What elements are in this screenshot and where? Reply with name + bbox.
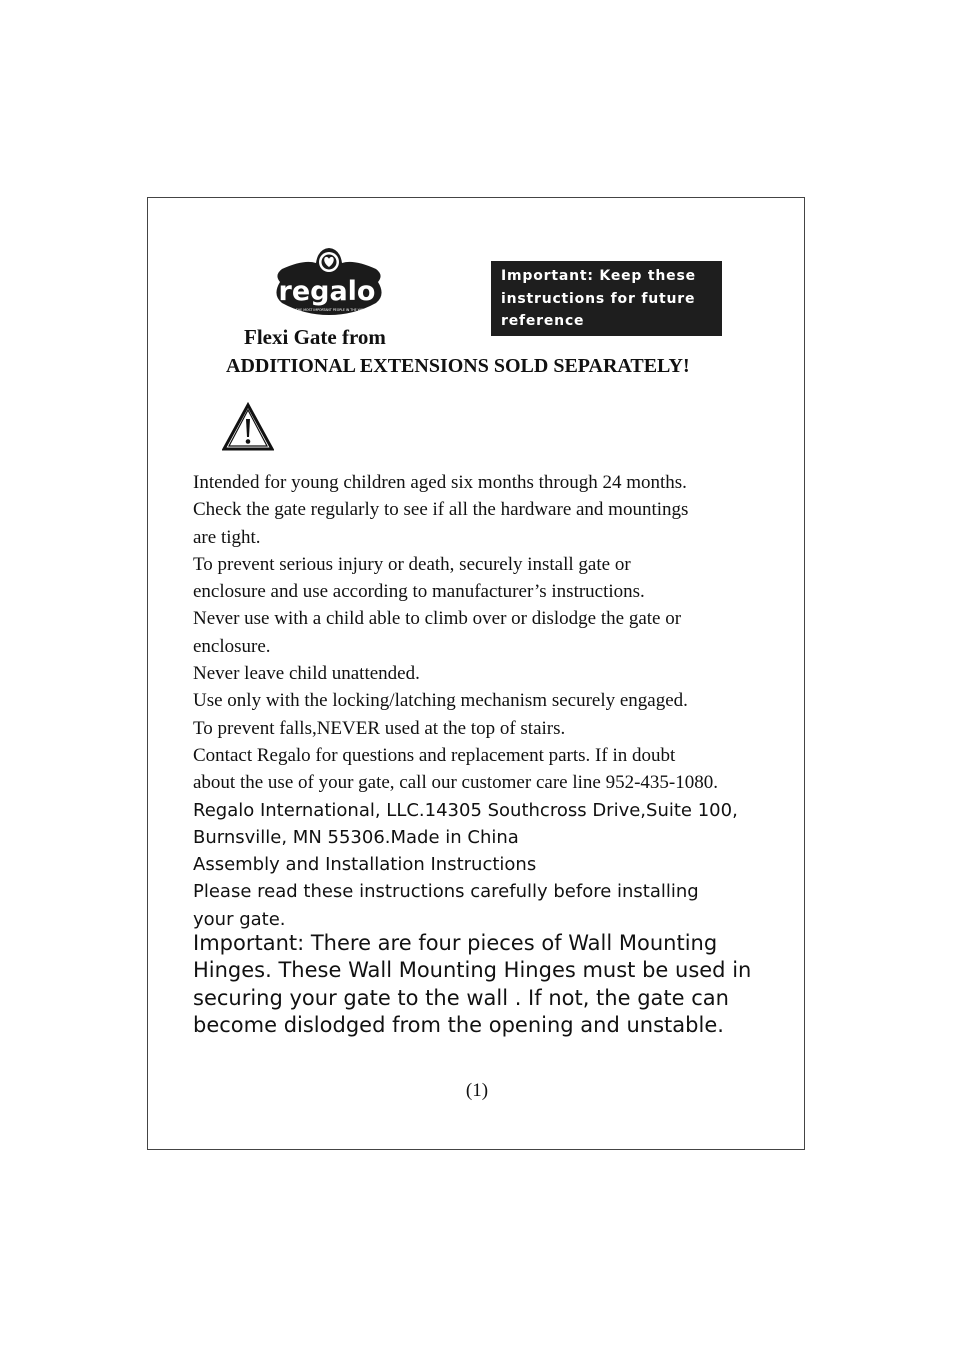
warning-line: about the use of your gate, call our customer care line 952-435-1080. [193,772,718,794]
important-line: Important: There are four pieces of Wall Mounting [193,931,718,955]
extensions-note: ADDITIONAL EXTENSIONS SOLD SEPARATELY! [226,355,690,377]
read-instructions-line: your gate. [193,908,286,930]
address-line: Regalo International, LLC.14305 Southcross Drive,Suite 100, [193,799,738,821]
svg-text:®: ® [380,283,385,289]
notice-line: reference [501,313,585,329]
svg-text:FOR THE MOST IMPORTANT PEOPLE: FOR THE MOST IMPORTANT PEOPLE IN THE WORLD [288,308,370,312]
safety-warnings [193,469,773,933]
warning-line: enclosure. [193,635,271,657]
keep-instructions-notice [491,261,722,336]
important-line: become dislodged from the opening and unstable. [193,1012,724,1037]
page-number: (1) [465,1080,489,1101]
warning-triangle-icon [222,402,274,452]
svg-text:regalo: regalo [278,276,376,307]
regalo-logo [270,245,388,320]
warning-line: To prevent serious injury or death, securely install gate or [193,553,631,575]
read-instructions-line: Please read these instructions carefully before installing [193,881,699,903]
warning-line: Check the gate regularly to see if all the hardware and mountings [193,499,689,521]
warning-line: Never leave child unattended. [193,663,420,685]
warning-line: Never use with a child able to climb over or dislodge the gate or [193,608,682,630]
notice-line: instructions for future [501,290,696,307]
assembly-title: Assembly and Installation Instructions [193,854,537,876]
warning-line: enclosure and use according to manufacturer’s instructions. [193,581,645,603]
important-hinges-note [193,930,773,1039]
address-line: Burnsville, MN 55306.Made in China [193,826,519,848]
warning-line: To prevent falls,NEVER used at the top of stairs. [193,717,566,739]
product-title: Flexi Gate from [244,325,386,349]
warning-line: Contact Regalo for questions and replacement parts. If in doubt [193,744,676,766]
warning-line: are tight. [193,526,261,548]
important-line: securing your gate to the wall . If not, the gate can [193,985,729,1010]
warning-line: Use only with the locking/latching mechanism securely engaged. [193,690,688,712]
important-line: Hinges. These Wall Mounting Hinges must be used in [193,958,752,983]
warning-line: Intended for young children aged six months through 24 months. [193,472,687,493]
notice-line: Important: Keep these [501,268,696,284]
